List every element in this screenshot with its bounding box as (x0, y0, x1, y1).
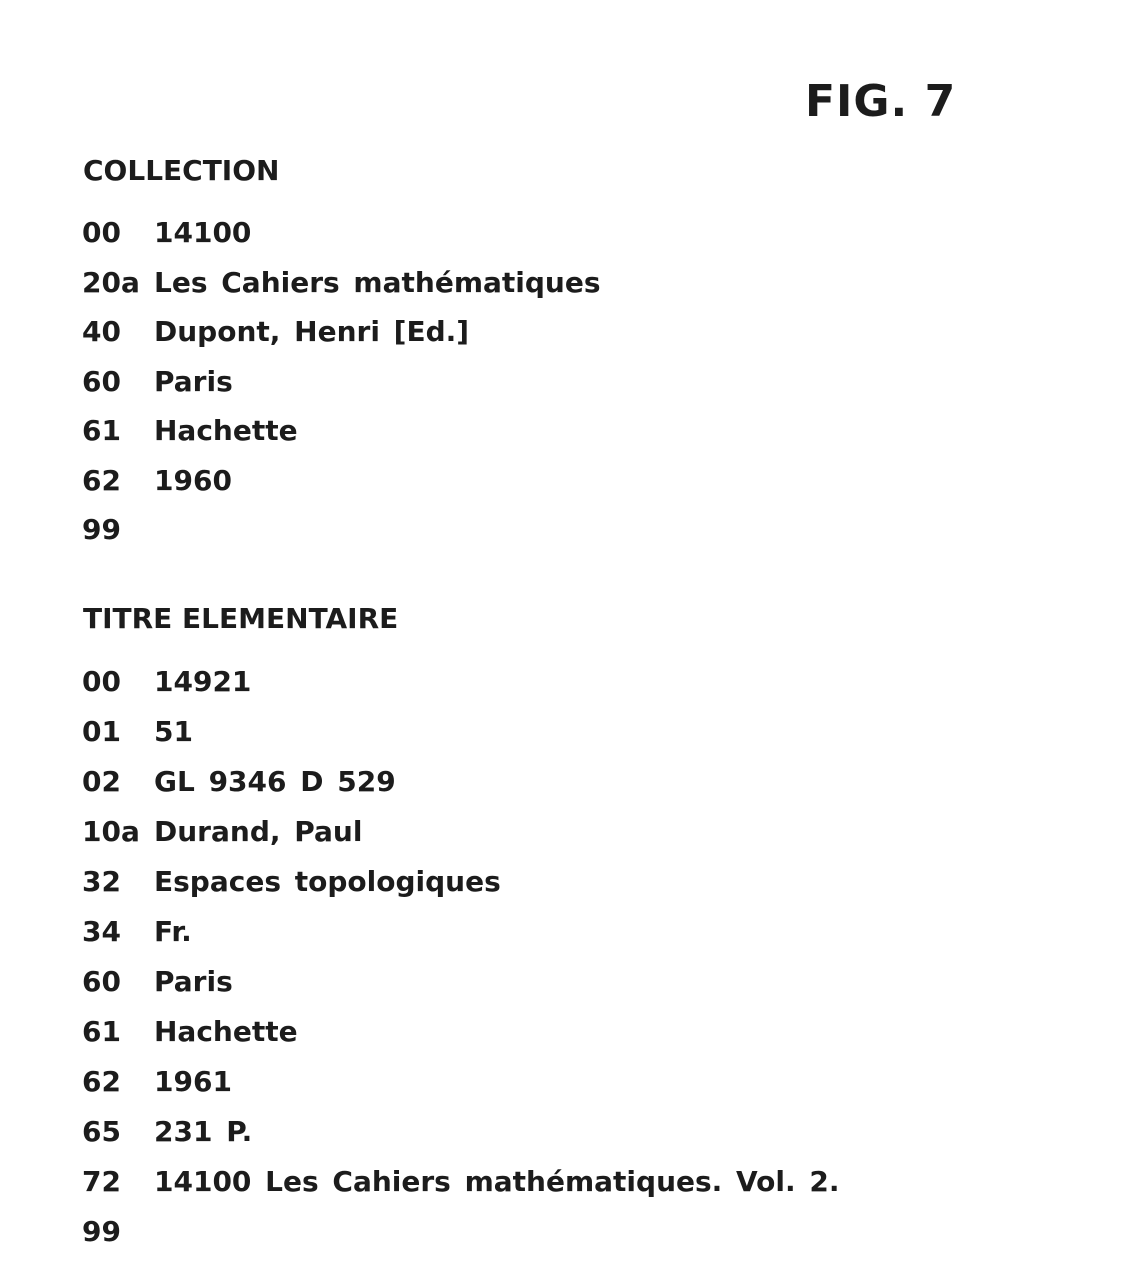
field-tag: 00 (82, 665, 121, 698)
collection-heading: COLLECTION (83, 154, 280, 187)
record-row (82, 1065, 840, 1115)
field-value: 231 P. (154, 1115, 253, 1148)
record-row (82, 414, 601, 464)
field-value: 14100 (154, 216, 252, 249)
field-tag: 02 (82, 765, 121, 798)
field-value: Dupont, Henri [Ed.] (154, 315, 470, 348)
field-value: Paris (154, 364, 233, 398)
record-row (82, 665, 840, 715)
field-tag: 00 (82, 216, 121, 249)
record-row (82, 216, 601, 266)
field-value: Hachette (154, 1015, 298, 1048)
field-tag: 61 (82, 414, 121, 447)
field-tag: 10a (82, 815, 140, 848)
field-value: 1960 (154, 463, 232, 497)
record-row (82, 1015, 840, 1065)
field-value: Espaces topologiques (154, 865, 501, 898)
record-row (82, 1165, 840, 1215)
field-value: 1961 (154, 1065, 232, 1098)
field-value: 14921 (154, 665, 252, 698)
titre-elementaire-record-list (82, 665, 840, 1265)
field-value: Hachette (154, 414, 298, 447)
field-value: Paris (154, 965, 233, 998)
record-row (82, 865, 840, 915)
field-value: Durand, Paul (154, 815, 363, 848)
field-tag: 32 (82, 865, 121, 898)
record-row (82, 915, 840, 965)
record-row (82, 965, 840, 1015)
field-tag: 99 (82, 1215, 121, 1248)
field-tag: 01 (82, 715, 121, 748)
field-value: Fr. (154, 915, 192, 948)
field-tag: 62 (82, 1065, 121, 1098)
field-tag: 99 (82, 513, 121, 546)
field-tag: 60 (82, 965, 121, 998)
field-tag: 60 (82, 364, 121, 398)
field-tag: 65 (82, 1115, 121, 1148)
field-tag: 20a (82, 265, 140, 299)
field-value: 14100 Les Cahiers mathématiques. Vol. 2. (154, 1165, 840, 1198)
field-tag: 61 (82, 1015, 121, 1048)
field-tag: 62 (82, 463, 121, 497)
record-row (82, 464, 601, 514)
record-row (82, 315, 601, 365)
field-tag: 72 (82, 1165, 121, 1198)
record-row (82, 815, 840, 865)
field-tag: 34 (82, 915, 121, 948)
figure-label: FIG. 7 (805, 76, 957, 127)
record-row (82, 365, 601, 415)
field-value: Les Cahiers mathématiques (154, 265, 601, 299)
record-row (82, 1215, 840, 1265)
record-row (82, 715, 840, 765)
field-tag: 40 (82, 315, 121, 348)
field-value: GL 9346 D 529 (154, 765, 396, 798)
field-value: 51 (154, 715, 193, 748)
record-row (82, 513, 601, 563)
record-row (82, 266, 601, 316)
titre-elementaire-heading: TITRE ELEMENTAIRE (83, 602, 399, 635)
record-row (82, 765, 840, 815)
collection-record-list (82, 216, 601, 563)
record-row (82, 1115, 840, 1165)
